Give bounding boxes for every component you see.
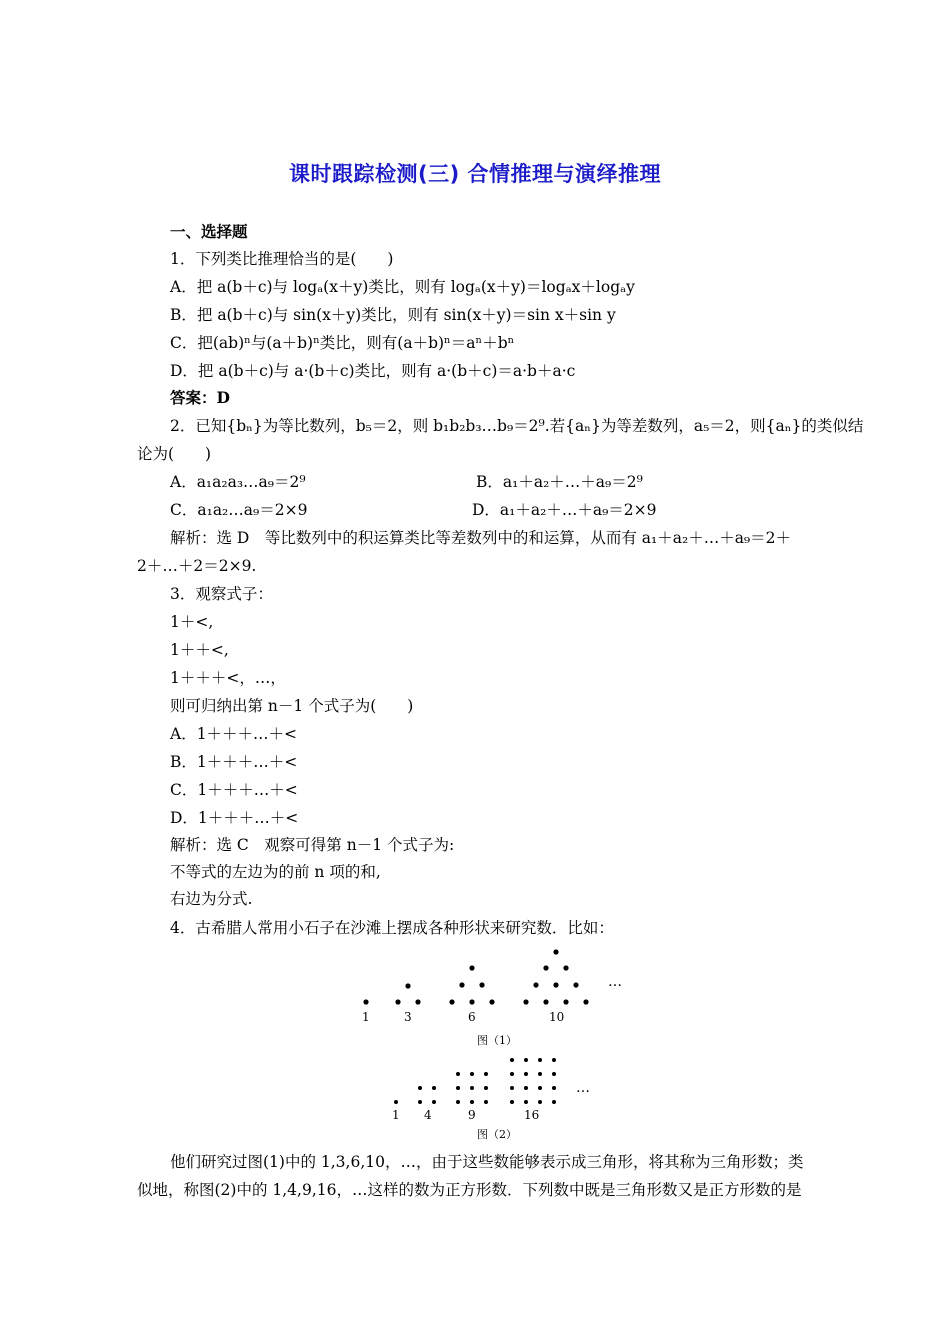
q2-stem-cont: 论为( ) [137,445,212,463]
figure-1-label: 1 [362,1010,370,1024]
figure-1-ellipsis: … [608,974,622,990]
figure-2-label: 9 [468,1108,476,1122]
q4-paragraph: 他们研究过图(1)中的 1,3,6,10，…，由于这些数能够表示成三角形，将其称为三角形数；类 [170,1153,804,1171]
q1-option-c: C．把(ab)ⁿ与(a＋b)ⁿ类比，则有(a＋b)ⁿ＝aⁿ＋bⁿ [170,334,515,352]
q3-stem: 3．观察式子： [170,585,273,603]
q4-stem: 4．古希腊人常用小石子在沙滩上摆成各种形状来研究数．比如： [170,919,614,937]
q1-stem: 1．下列类比推理恰当的是( ) [170,250,394,268]
figure-2-caption: 图（2） [477,1128,517,1140]
figure-pebble-numbers [0,940,950,1140]
q3-option-c: C．1＋＋＋…＋< [170,781,298,799]
q3-expr-2: 1＋＋<, [170,641,229,659]
q3-analysis-end: 右边为分式. [170,890,253,908]
page-title: 课时跟踪检测(三) 合情推理与演绎推理 [288,162,661,186]
q3-option-d: D．1＋＋＋…＋< [170,809,299,827]
q2-analysis-cont: 2＋…＋2＝2×9. [137,557,257,575]
q1-option-d: D．把 a(b＋c)与 a·(b＋c)类比，则有 a·(b＋c)＝a·b＋a·c [170,362,576,380]
q1-option-b: B．把 a(b＋c)与 sin(x＋y)类比，则有 sin(x＋y)＝sin x＋sin y [170,306,616,324]
q3-option-b: B．1＋＋＋…＋< [170,753,298,771]
q2-stem: 2．已知{bₙ}为等比数列，b₅＝2，则 b₁b₂b₃…b₉＝2⁹.若{aₙ}为等差数列，a₅＝2，则{aₙ}的类似结 [170,417,864,435]
q3-analysis-cont: 不等式的左边为的前 n 项的和, [170,863,381,881]
q3-analysis: 解析：选 C 观察可得第 n－1 个式子为: [170,836,455,854]
figure-2-square-dots [394,1058,556,1104]
figure-2-label: 1 [392,1108,400,1122]
q2-option-c: C．a₁a₂…a₉＝2×9 [170,501,308,519]
figure-1-triangular-dots [363,949,588,1004]
q3-expr-3: 1＋＋＋<，…， [170,669,286,687]
q4-paragraph-cont: 似地，称图(2)中的 1,4,9,16，…这样的数为正方形数．下列数中既是三角形数又是正方形数的是 [137,1181,802,1199]
figure-1-label: 10 [549,1010,565,1024]
q2-option-b: B．a₁＋a₂＋…＋a₉＝2⁹ [476,473,643,491]
q2-option-a: A．a₁a₂a₃…a₉＝2⁹ [170,473,306,491]
q2-analysis: 解析：选 D 等比数列中的积运算类比等差数列中的和运算，从而有 a₁＋a₂＋…＋a₉＝2＋ [170,529,792,547]
figure-2-label: 16 [524,1108,540,1122]
q3-expr-1: 1＋<, [170,613,214,631]
section-heading: 一、选择题 [170,222,248,241]
figure-1-label: 3 [404,1010,412,1024]
q1-answer: 答案：D [170,388,230,407]
figure-2-label: 4 [424,1108,432,1122]
figure-1-caption: 图（1） [477,1034,517,1047]
q3-option-a: A．1＋＋＋…＋< [170,725,298,743]
q2-option-d: D．a₁＋a₂＋…＋a₉＝2×9 [472,501,657,519]
figure-2-ellipsis: … [576,1080,590,1096]
figure-1-label: 6 [468,1010,476,1024]
q1-option-a: A．把 a(b＋c)与 logₐ(x＋y)类比，则有 logₐ(x＋y)＝logₐx＋logₐy [170,278,635,296]
q3-ask: 则可归纳出第 n－1 个式子为( ) [170,697,414,715]
